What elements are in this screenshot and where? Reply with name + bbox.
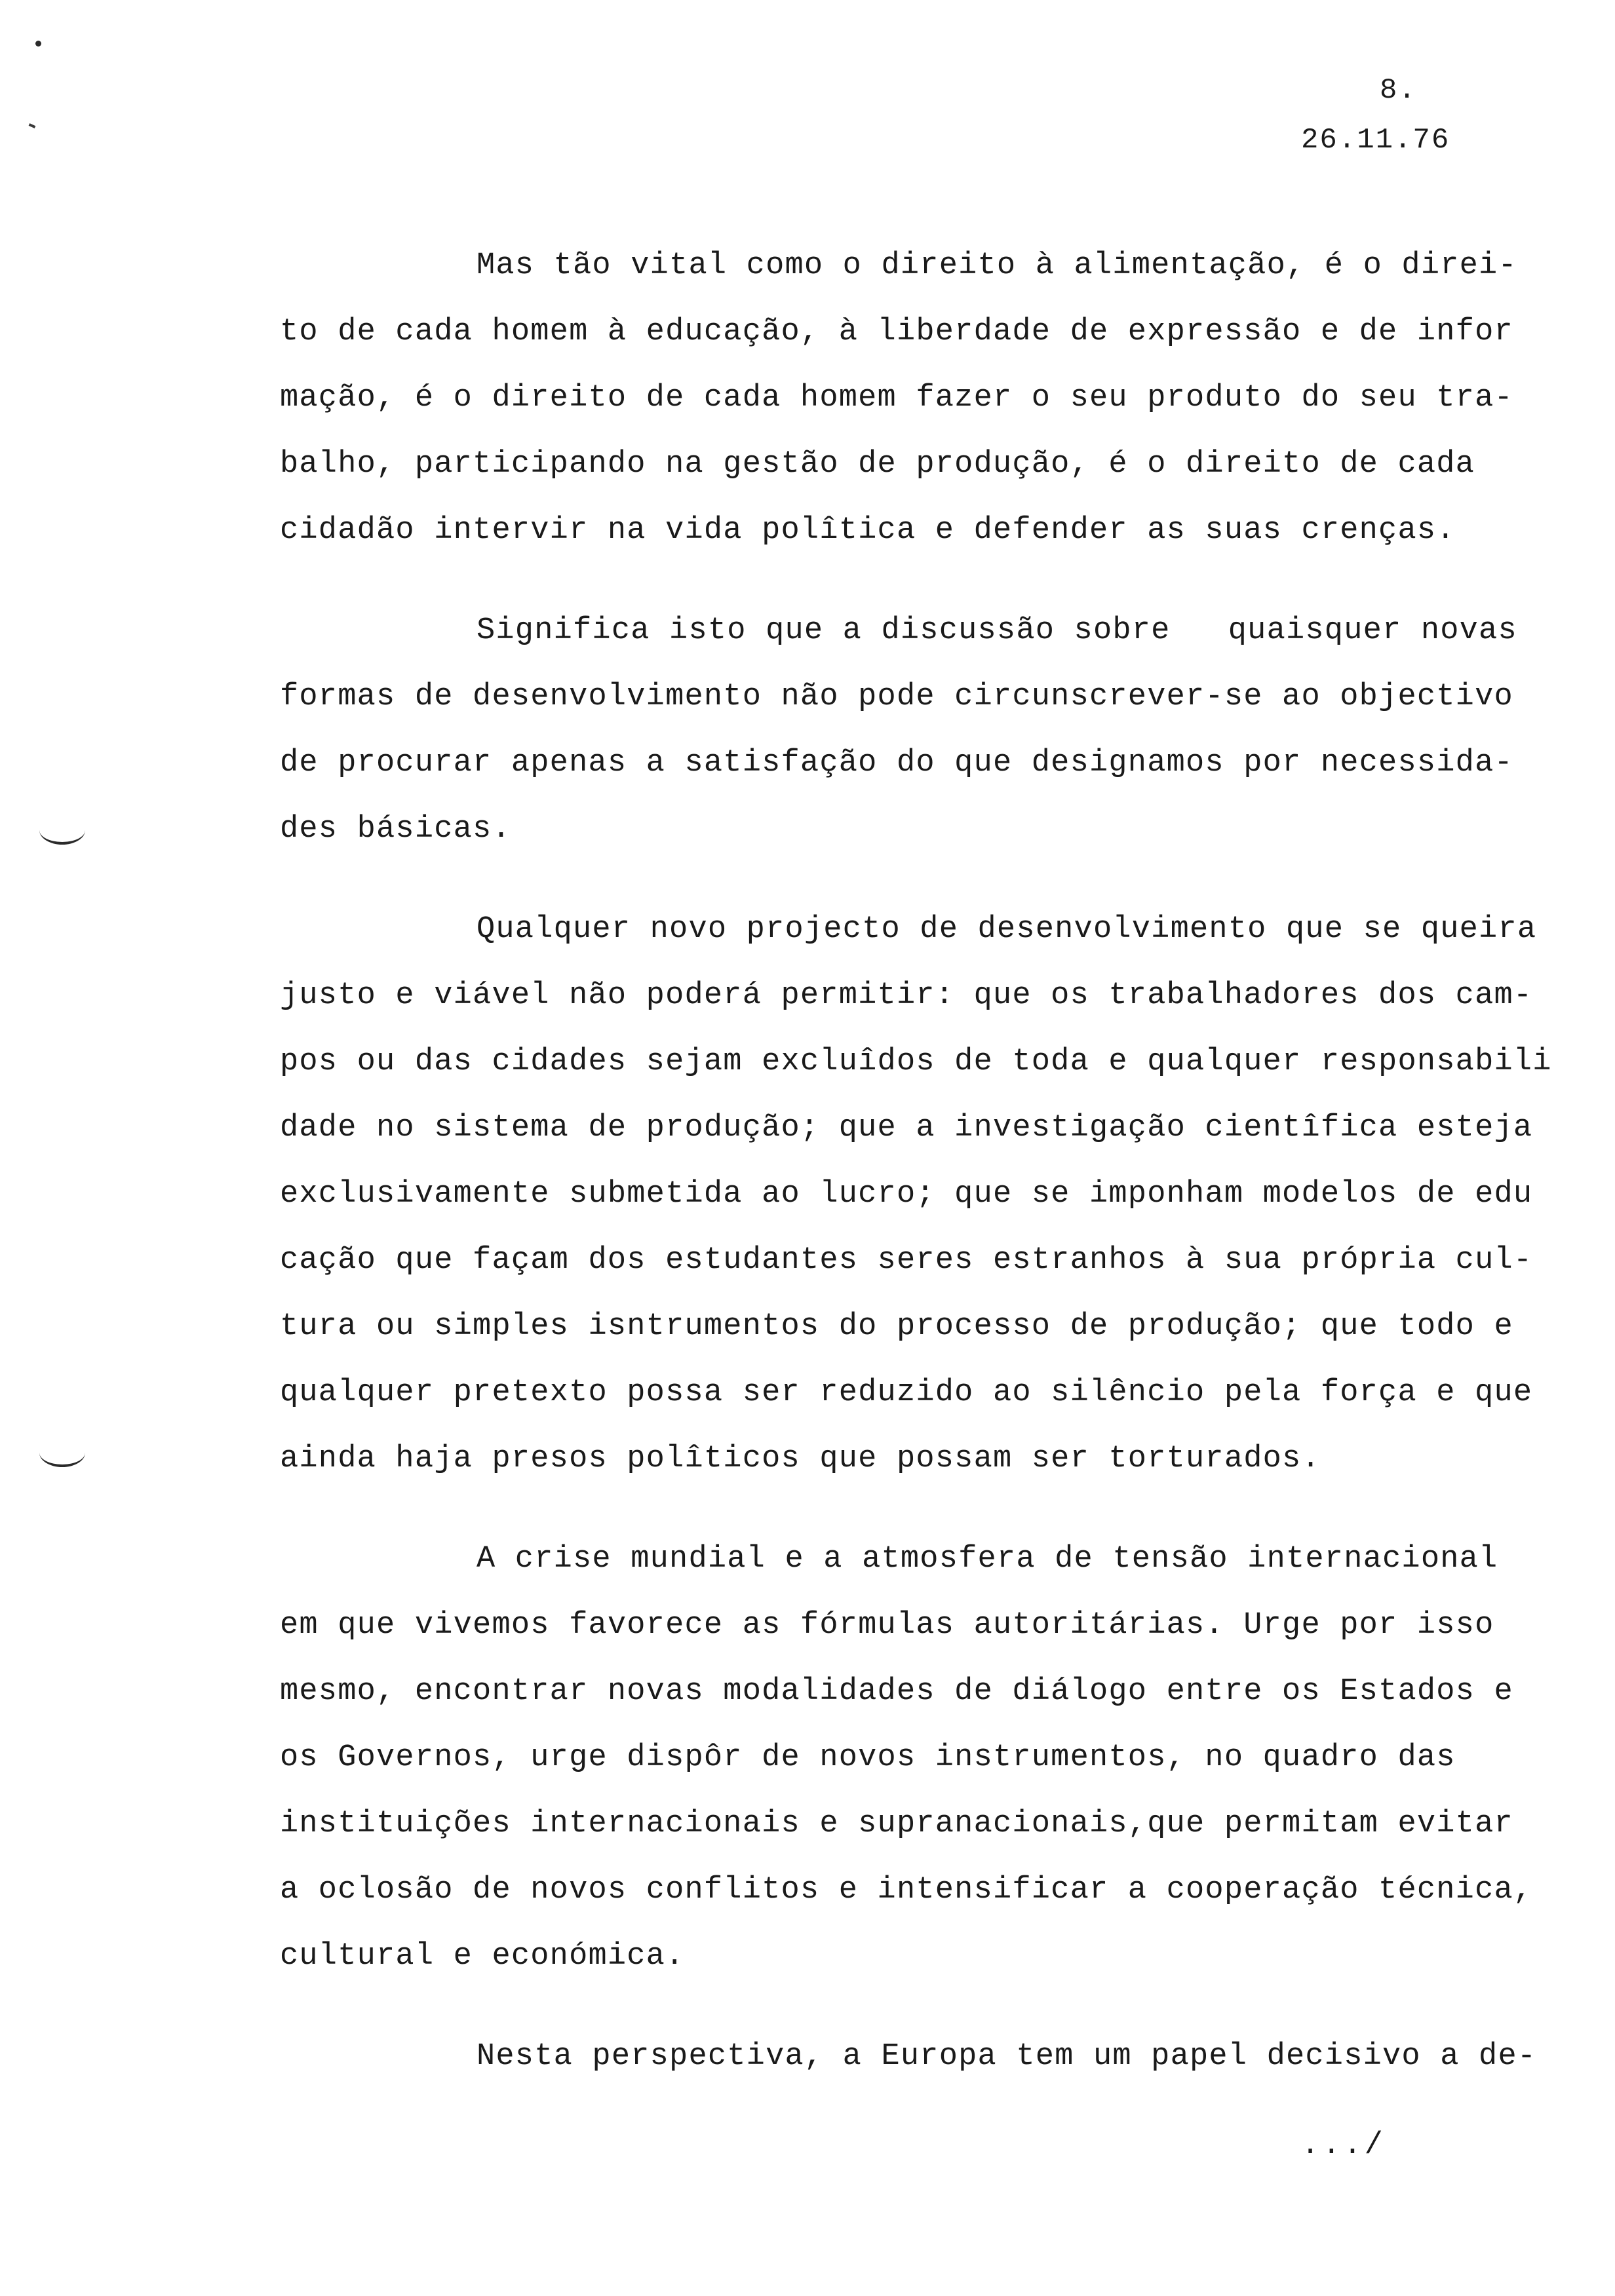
paragraph-1: [280, 233, 1565, 564]
page-number: 8.: [1380, 74, 1417, 107]
paragraph-4: [280, 1526, 1565, 1989]
text-line: cação que façam dos estudantes seres estranhos à sua própria cul-: [280, 1243, 1533, 1278]
text-line: to de cada homem à educação, à liberdade de expressão e de infor: [280, 315, 1513, 349]
text-line: ainda haja presos polîticos que possam ser torturados.: [280, 1442, 1321, 1476]
margin-arc-mark: [39, 816, 85, 845]
punch-hole-mark: [35, 41, 41, 47]
paragraph-2: [280, 598, 1565, 862]
text-line: cidadão intervir na vida polîtica e defender as suas crenças.: [280, 513, 1456, 548]
text-line: Nesta perspectiva, a Europa tem um papel decisivo a de-: [477, 2039, 1537, 2074]
margin-arc-mark: [39, 1438, 85, 1467]
text-line: Significa isto que a discussão sobre quaisquer novas: [477, 613, 1517, 648]
text-line: formas de desenvolvimento não pode circunscrever-se ao objectivo: [280, 679, 1513, 714]
paragraph-3: [280, 896, 1565, 1492]
text-line: justo e viável não poderá permitir: que os trabalhadores dos cam-: [280, 978, 1533, 1013]
text-line: exclusivamente submetida ao lucro; que se imponham modelos de edu: [280, 1177, 1533, 1212]
text-line: Qualquer novo projecto de desenvolvimento que se queira: [477, 912, 1537, 947]
text-line: mação, é o direito de cada homem fazer o seu produto do seu tra-: [280, 381, 1513, 415]
text-line: Mas tão vital como o direito à alimentação, é o direi-: [477, 248, 1517, 283]
page-date: 26.11.76: [1301, 124, 1450, 157]
body-text: [280, 233, 1565, 2124]
text-line: A crise mundial e a atmosfera de tensão internacional: [477, 1542, 1498, 1577]
text-line: a oclosão de novos conflitos e intensificar a cooperação técnica,: [280, 1873, 1533, 1907]
text-line: em que vivemos favorece as fórmulas autoritárias. Urge por isso: [280, 1608, 1494, 1643]
continuation-mark: .../: [1301, 2128, 1386, 2163]
text-line: dade no sistema de produção; que a investigação cientîfica esteja: [280, 1111, 1533, 1145]
text-line: tura ou simples isntrumentos do processo de produção; que todo e: [280, 1309, 1513, 1344]
text-line: os Governos, urge dispôr de novos instrumentos, no quadro das: [280, 1740, 1456, 1775]
text-line: balho, participando na gestão de produção, é o direito de cada: [280, 447, 1475, 482]
text-line: pos ou das cidades sejam excluîdos de toda e qualquer responsabili: [280, 1044, 1552, 1079]
text-line: instituições internacionais e supranacionais,que permitam evitar: [280, 1807, 1513, 1841]
text-line: qualquer pretexto possa ser reduzido ao silêncio pela força e que: [280, 1375, 1533, 1410]
paragraph-5: [280, 2023, 1565, 2090]
text-line: des básicas.: [280, 812, 511, 847]
text-line: de procurar apenas a satisfação do que designamos por necessida-: [280, 746, 1513, 780]
text-line: mesmo, encontrar novas modalidades de diálogo entre os Estados e: [280, 1674, 1513, 1709]
text-line: cultural e económica.: [280, 1939, 685, 1974]
scan-tick-mark: [29, 123, 36, 128]
